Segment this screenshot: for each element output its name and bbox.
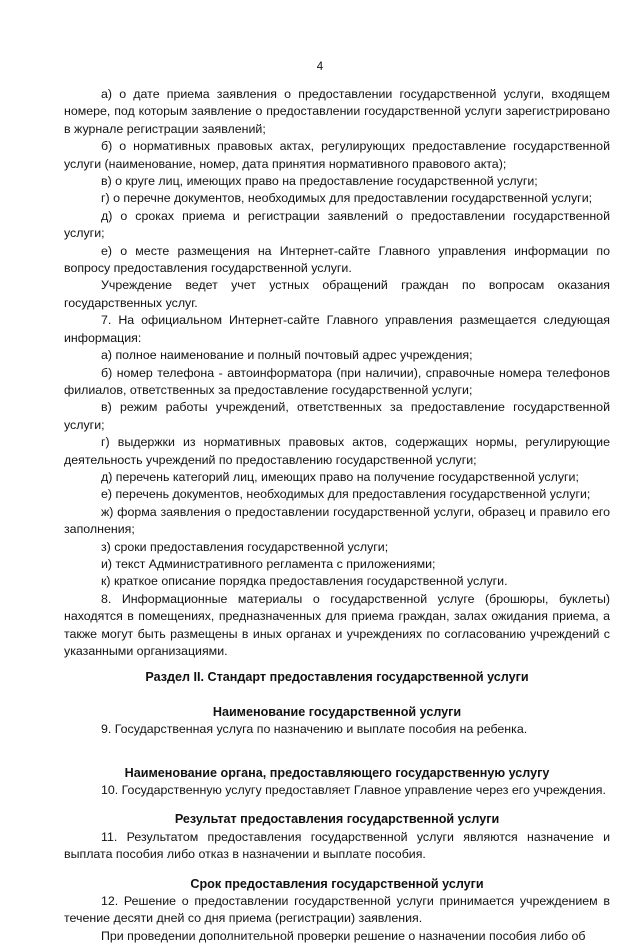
paragraph-additional-check: При проведении дополнительной проверки решение о назначении пособия либо об — [101, 928, 586, 943]
page-number: 4 — [316, 61, 324, 73]
paragraph-7k: к) краткое описание порядка предоставления государственной услуги. — [101, 574, 508, 589]
paragraph-11: 11. Результатом предоставления государственной услуги являются назначение и выплата пособия либо отказ в назначении и выплате пособия. — [64, 829, 610, 862]
paragraph-7d: д) перечень категорий лиц, имеющих право на получение государственной услуги; — [101, 469, 579, 484]
paragraph-7e: е) перечень документов, необходимых для предоставления государственной услуги; — [101, 487, 591, 502]
paragraph-6v: в) о круге лиц, имеющих право на предоставление государственной услуги; — [101, 174, 538, 189]
paragraph-7v: в) режим работы учреждений, ответственных за предоставление государственной услуги; — [64, 400, 610, 432]
paragraph-7z: з) сроки предоставления государственной услуги; — [101, 539, 389, 554]
paragraph-6b: б) о нормативных правовых актах, регулирующих предоставление государственной услуги (наименование, номер, дата принятия нормативного правового акта); — [64, 139, 610, 171]
paragraph-12: 12. Решение о предоставлении государственной услуги принимается учреждением в течение десяти дней со дня приема (регистрации) заявления. — [64, 894, 610, 926]
paragraph-7b: б) номер телефона - автоинформатора (при наличии), справочные номера телефонов филиалов, ответственных за предоставление государственной услуги; — [64, 365, 610, 397]
section-title: Раздел II. Стандарт предоставления государственной услуги — [145, 670, 529, 685]
document-body — [64, 86, 610, 945]
paragraph-7: 7. На официальном Интернет-сайте Главного управления размещается следующая информация: — [64, 313, 610, 345]
paragraph-6a: а) о дате приема заявления о предоставлении государственной услуги, входящем номере, под которым заявление о предоставлении государственной услуги зарегистрировано в журнале регистрации заявлений; — [64, 87, 610, 136]
paragraph-10: 10. Государственную услугу предоставляет Главное управление через его учреждения. — [101, 783, 606, 798]
paragraph-7a: а) полное наименование и полный почтовый адрес учреждения; — [101, 348, 473, 363]
paragraph-7g: г) выдержки из нормативных правовых актов, содержащих нормы, регулирующие деятельность учреждений по предоставлению государственной услуги; — [64, 435, 610, 467]
paragraph-6e: е) о месте размещения на Интернет-сайте Главного управления информации по вопросу предоставления государственной услуги. — [64, 243, 610, 276]
paragraph-7zh: ж) форма заявления о предоставлении государственной услуги, образец и правило его заполнения; — [64, 504, 610, 537]
paragraph-6d: д) о сроках приема и регистрации заявлений о предоставлении государственной услуги; — [64, 208, 610, 241]
paragraph-oral-requests: Учреждение ведет учет устных обращений граждан по вопросам оказания государственных услуг. — [64, 278, 610, 310]
subsection-heading-term: Срок предоставления государственной услуги — [190, 876, 484, 891]
paragraph-9: 9. Государственная услуга по назначению и выплате пособия на ребенка. — [101, 722, 528, 737]
paragraph-8: 8. Информационные материалы о государственной услуге (брошюры, буклеты) находятся в помещениях, предназначенных для приема граждан, залах ожидания приема, а также могут быть размещены в иных органах и учреждениях по согласованию учреждений с указанными организациями. — [64, 591, 610, 658]
paragraph-6g: г) о перечне документов, необходимых для предоставлении государственной услуги; — [101, 191, 593, 206]
paragraph-7i: и) текст Административного регламента с приложениями; — [101, 556, 436, 571]
subsection-heading-providing-body: Наименование органа, предоставляющего государственную услугу — [124, 765, 550, 780]
subsection-heading-service-name: Наименование государственной услуги — [212, 704, 462, 719]
subsection-heading-result: Результат предоставления государственной услуги — [174, 812, 500, 827]
